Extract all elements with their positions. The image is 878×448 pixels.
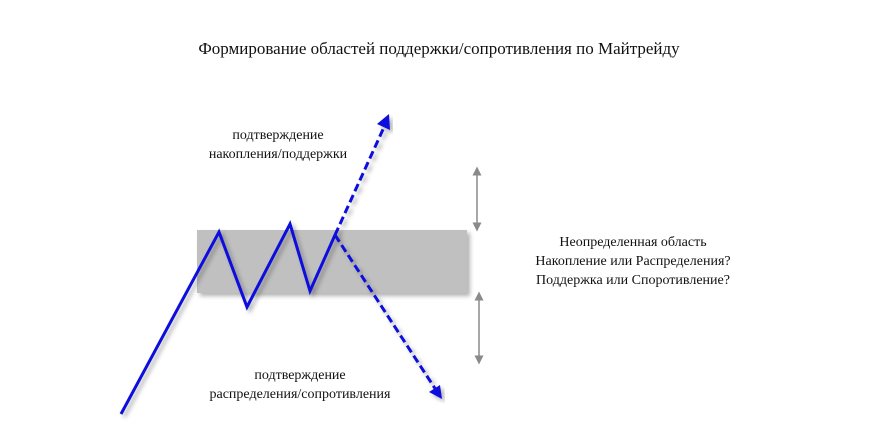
breakout-up-arrowhead [377,114,390,130]
side-label-line2: Накопление или Распределения? [535,254,731,269]
top-label-line1: подтверждение [232,128,324,143]
bottom-label-line2: распределения/сопротивления [209,387,391,402]
diagram-title: Формирование областей поддержки/сопротивления по Майтрейду [198,39,680,58]
side-label-line1: Неопределенная область [559,235,707,250]
bottom-confirmation-label [170,366,430,404]
bottom-label-line1: подтверждение [254,368,346,383]
uncertain-zone-label [488,233,778,290]
side-label-line3: Поддержка или Споротивление? [536,273,730,288]
top-label-line2: накопления/поддержки [208,147,348,162]
top-confirmation-label [178,126,378,164]
